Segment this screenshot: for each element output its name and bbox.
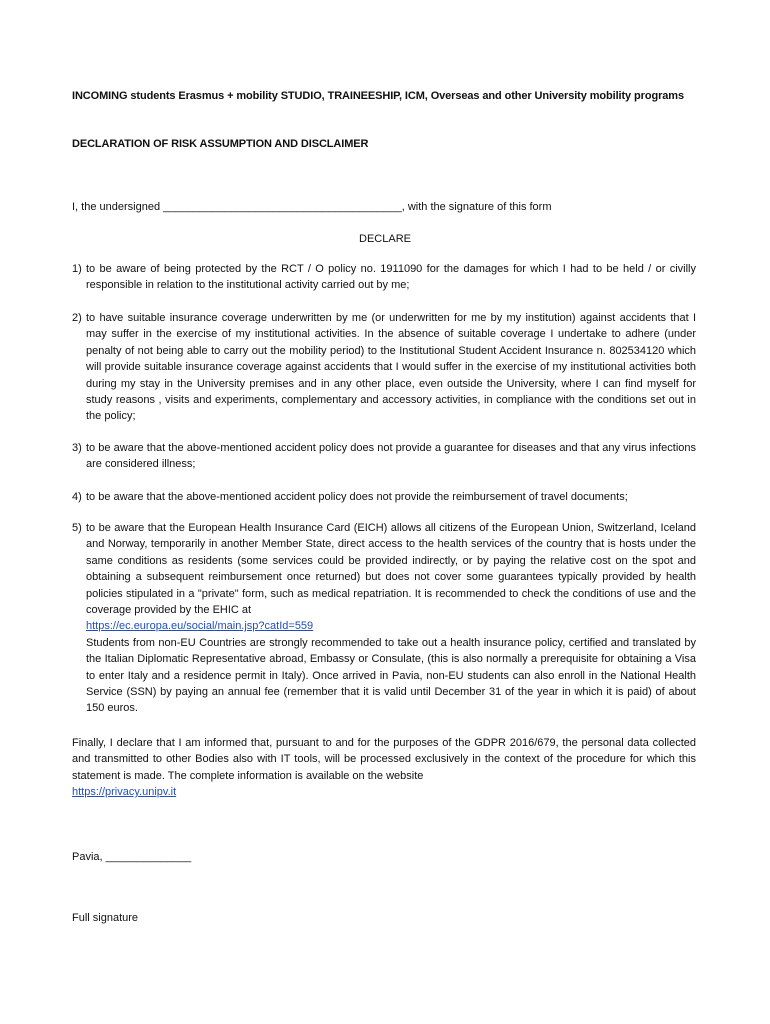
list-item-text: to be aware that the European Health Insurance Card (EICH) allows all citizens of the European Union, Switzerland, Iceland and Norway, temporarily in another Member State, direct access to the health services of the country that is hosts under the same conditions as residents (some services could be provided indirectly, or by paying the relative cost on the spot and obtaining a subsequent reimbursement once returned) but does not cover some guarantees typically provided by health policies stipulated in a "private" form, such as medical repatriation. It is recommended to check the conditions of use and the coverage provided by the EHIC at [86, 522, 696, 617]
signature-label: Full signature [72, 912, 139, 924]
ehic-link[interactable]: https://ec.europa.eu/social/main.jsp?catId=559 [86, 620, 314, 633]
list-item-number: 2) [72, 312, 82, 324]
list-item-body [72, 520, 696, 717]
list-item-text: to be aware that the above-mentioned accident policy does not provide the reimbursement of travel documents; [86, 491, 628, 503]
list-item-3 [72, 440, 696, 473]
list-item-extra-text: Students from non-EU Countries are strongly recommended to take out a health insurance policy, certified and translated by the Italian Diplomatic Representative abroad, Embassy or Consulate, (this is also normally a prerequisite for obtaining a Visa to enter Italy and a residence permit in Italy). Once arrived in Pavia, non-EU students can also enroll in the National Health Service (SSN) by paying an annual fee (remember that it is valid until December 31 of the year in which it is paid) of about 150 euros. [86, 636, 696, 715]
privacy-link[interactable]: https://privacy.unipv.it [72, 786, 177, 799]
list-item-4 [72, 489, 696, 505]
list-item-5 [72, 520, 696, 717]
place-date-line: Pavia, ______________ [72, 851, 192, 863]
list-item-number: 4) [72, 491, 82, 503]
document-subtitle: DECLARATION OF RISK ASSUMPTION AND DISCLAIMER [72, 138, 369, 150]
closing-paragraph [72, 735, 696, 801]
list-item-text: to be aware of being protected by the RCT / O policy no. 1911090 for the damages for which I had to be held / or civilly responsible in relation to the institutional activity carried out by me; [86, 263, 696, 292]
list-item-text: to have suitable insurance coverage underwritten by me (or underwritten for me by my institution) against accidents that I may suffer in the exercise of my institutional activities. In the absence of suitable coverage I undertake to adhere (under penalty of not being able to carry out the mobility period) to the Institutional Student Accident Insurance n. 802534120 which will provide suitable insurance coverage against accidents that I would suffer in the exercise of my institutional activities both during my stay in the University premises and in any other place, even outside the University, where I can find myself for study reasons , visits and experiments, complementary and accessory activities, in compliance with the conditions set out in the policy; [86, 312, 696, 423]
undersigned-line: I, the undersigned _______________________________________, with the signature of this form [72, 201, 552, 213]
list-item-text: to be aware that the above-mentioned accident policy does not provide a guarantee for diseases and that any virus infections are considered illness; [86, 442, 696, 471]
list-item-number: 1) [72, 263, 82, 275]
list-item-number: 3) [72, 442, 82, 454]
document-title: INCOMING students Erasmus + mobility STUDIO, TRAINEESHIP, ICM, Overseas and other University mobility programs [72, 90, 684, 102]
declare-heading: DECLARE [359, 233, 411, 245]
list-item-number: 5) [72, 522, 82, 534]
list-item-2 [72, 310, 696, 425]
list-item-1 [72, 261, 696, 294]
closing-text: Finally, I declare that I am informed that, pursuant to and for the purposes of the GDPR 2016/679, the personal data collected and transmitted to other Bodies also with IT tools, will be processed exclusively in the context of the procedure for which this statement is made. The complete information is available on the website [72, 737, 696, 782]
